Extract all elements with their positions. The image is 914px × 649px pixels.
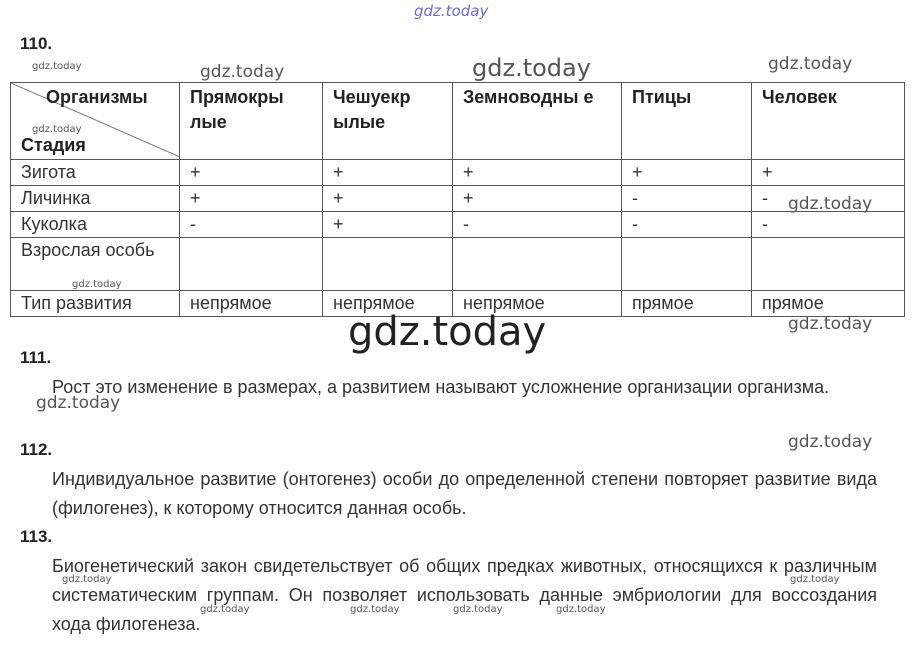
diagonal-header-cell <box>11 83 180 160</box>
development-stages-table <box>10 82 905 317</box>
answer-113: Биогенетический закон свидетельствует об общих предках животных, относящихся к различным систематическим группам. Он позволяет использовать данные эмбриологии для воссоздания хода филогенеза. <box>52 556 877 634</box>
watermark: gdz.today <box>32 124 82 135</box>
table-cell: - <box>622 212 752 238</box>
table-cell: + <box>453 160 622 186</box>
table-row <box>11 238 905 291</box>
task-number-110: 110. <box>20 34 53 53</box>
watermark: gdz.today <box>72 279 122 290</box>
task-number-113: 113. <box>20 527 53 546</box>
row-label: Тип развития <box>11 291 180 317</box>
table-cell: непрямое <box>323 291 453 317</box>
watermark: gdz.today <box>414 2 489 20</box>
header-stage: Стадия <box>21 135 86 155</box>
watermark: gdz.today <box>348 309 547 355</box>
row-label: Взрослая особь <box>11 238 180 291</box>
answer-111: Рост это изменение в размерах, а развитием называют усложнение организации организма. <box>52 377 830 397</box>
table-cell: - <box>180 212 323 238</box>
table-row <box>11 186 905 212</box>
watermark: gdz.today <box>200 62 285 82</box>
watermark: gdz.today <box>788 194 873 214</box>
table-cell: прямое <box>622 291 752 317</box>
table-cell: + <box>323 212 453 238</box>
column-header: Человек <box>752 83 905 160</box>
watermark: gdz.today <box>556 604 606 615</box>
watermark: gdz.today <box>62 574 112 585</box>
table-row <box>11 160 905 186</box>
watermark: gdz.today <box>200 604 250 615</box>
table-cell: прямое <box>752 291 905 317</box>
table-cell: + <box>453 186 622 212</box>
table-cell: - <box>752 212 905 238</box>
table-cell: - <box>622 186 752 212</box>
table-cell <box>323 238 453 291</box>
watermark: gdz.today <box>790 574 840 585</box>
table-cell: + <box>323 160 453 186</box>
table-cell: непрямое <box>180 291 323 317</box>
table-cell: - <box>453 212 622 238</box>
table-row <box>11 212 905 238</box>
table-cell: непрямое <box>453 291 622 317</box>
column-header: Птицы <box>622 83 752 160</box>
task-number-112: 112. <box>20 440 53 459</box>
table-cell <box>453 238 622 291</box>
table-cell: + <box>622 160 752 186</box>
table-cell: + <box>752 160 905 186</box>
watermark: gdz.today <box>453 604 503 615</box>
watermark: gdz.today <box>472 54 591 82</box>
column-header: Земноводны е <box>453 83 622 160</box>
watermark: gdz.today <box>788 432 873 452</box>
row-label: Куколка <box>11 212 180 238</box>
watermark: gdz.today <box>768 54 853 74</box>
column-header: Чешуекр ылые <box>323 83 453 160</box>
table-cell: + <box>180 186 323 212</box>
watermark: gdz.today <box>32 61 82 72</box>
header-organisms: Организмы <box>46 87 148 107</box>
answer-112: Индивидуальное развитие (онтогенез) особи до определенной степени повторяет развитие вида (филогенез), к которому относится данная особь. <box>52 469 877 518</box>
task-number-111: 111. <box>20 348 52 367</box>
watermark: gdz.today <box>350 604 400 615</box>
table-cell <box>752 238 905 291</box>
watermark: gdz.today <box>36 393 121 413</box>
watermark: gdz.today <box>788 314 873 334</box>
table-header-row <box>11 83 905 160</box>
table-cell: + <box>180 160 323 186</box>
table-cell <box>180 238 323 291</box>
table-cell <box>622 238 752 291</box>
table-cell: + <box>323 186 453 212</box>
row-label: Зигота <box>11 160 180 186</box>
column-header: Прямокры лые <box>180 83 323 160</box>
row-label: Личинка <box>11 186 180 212</box>
table-cell: - <box>752 186 905 212</box>
